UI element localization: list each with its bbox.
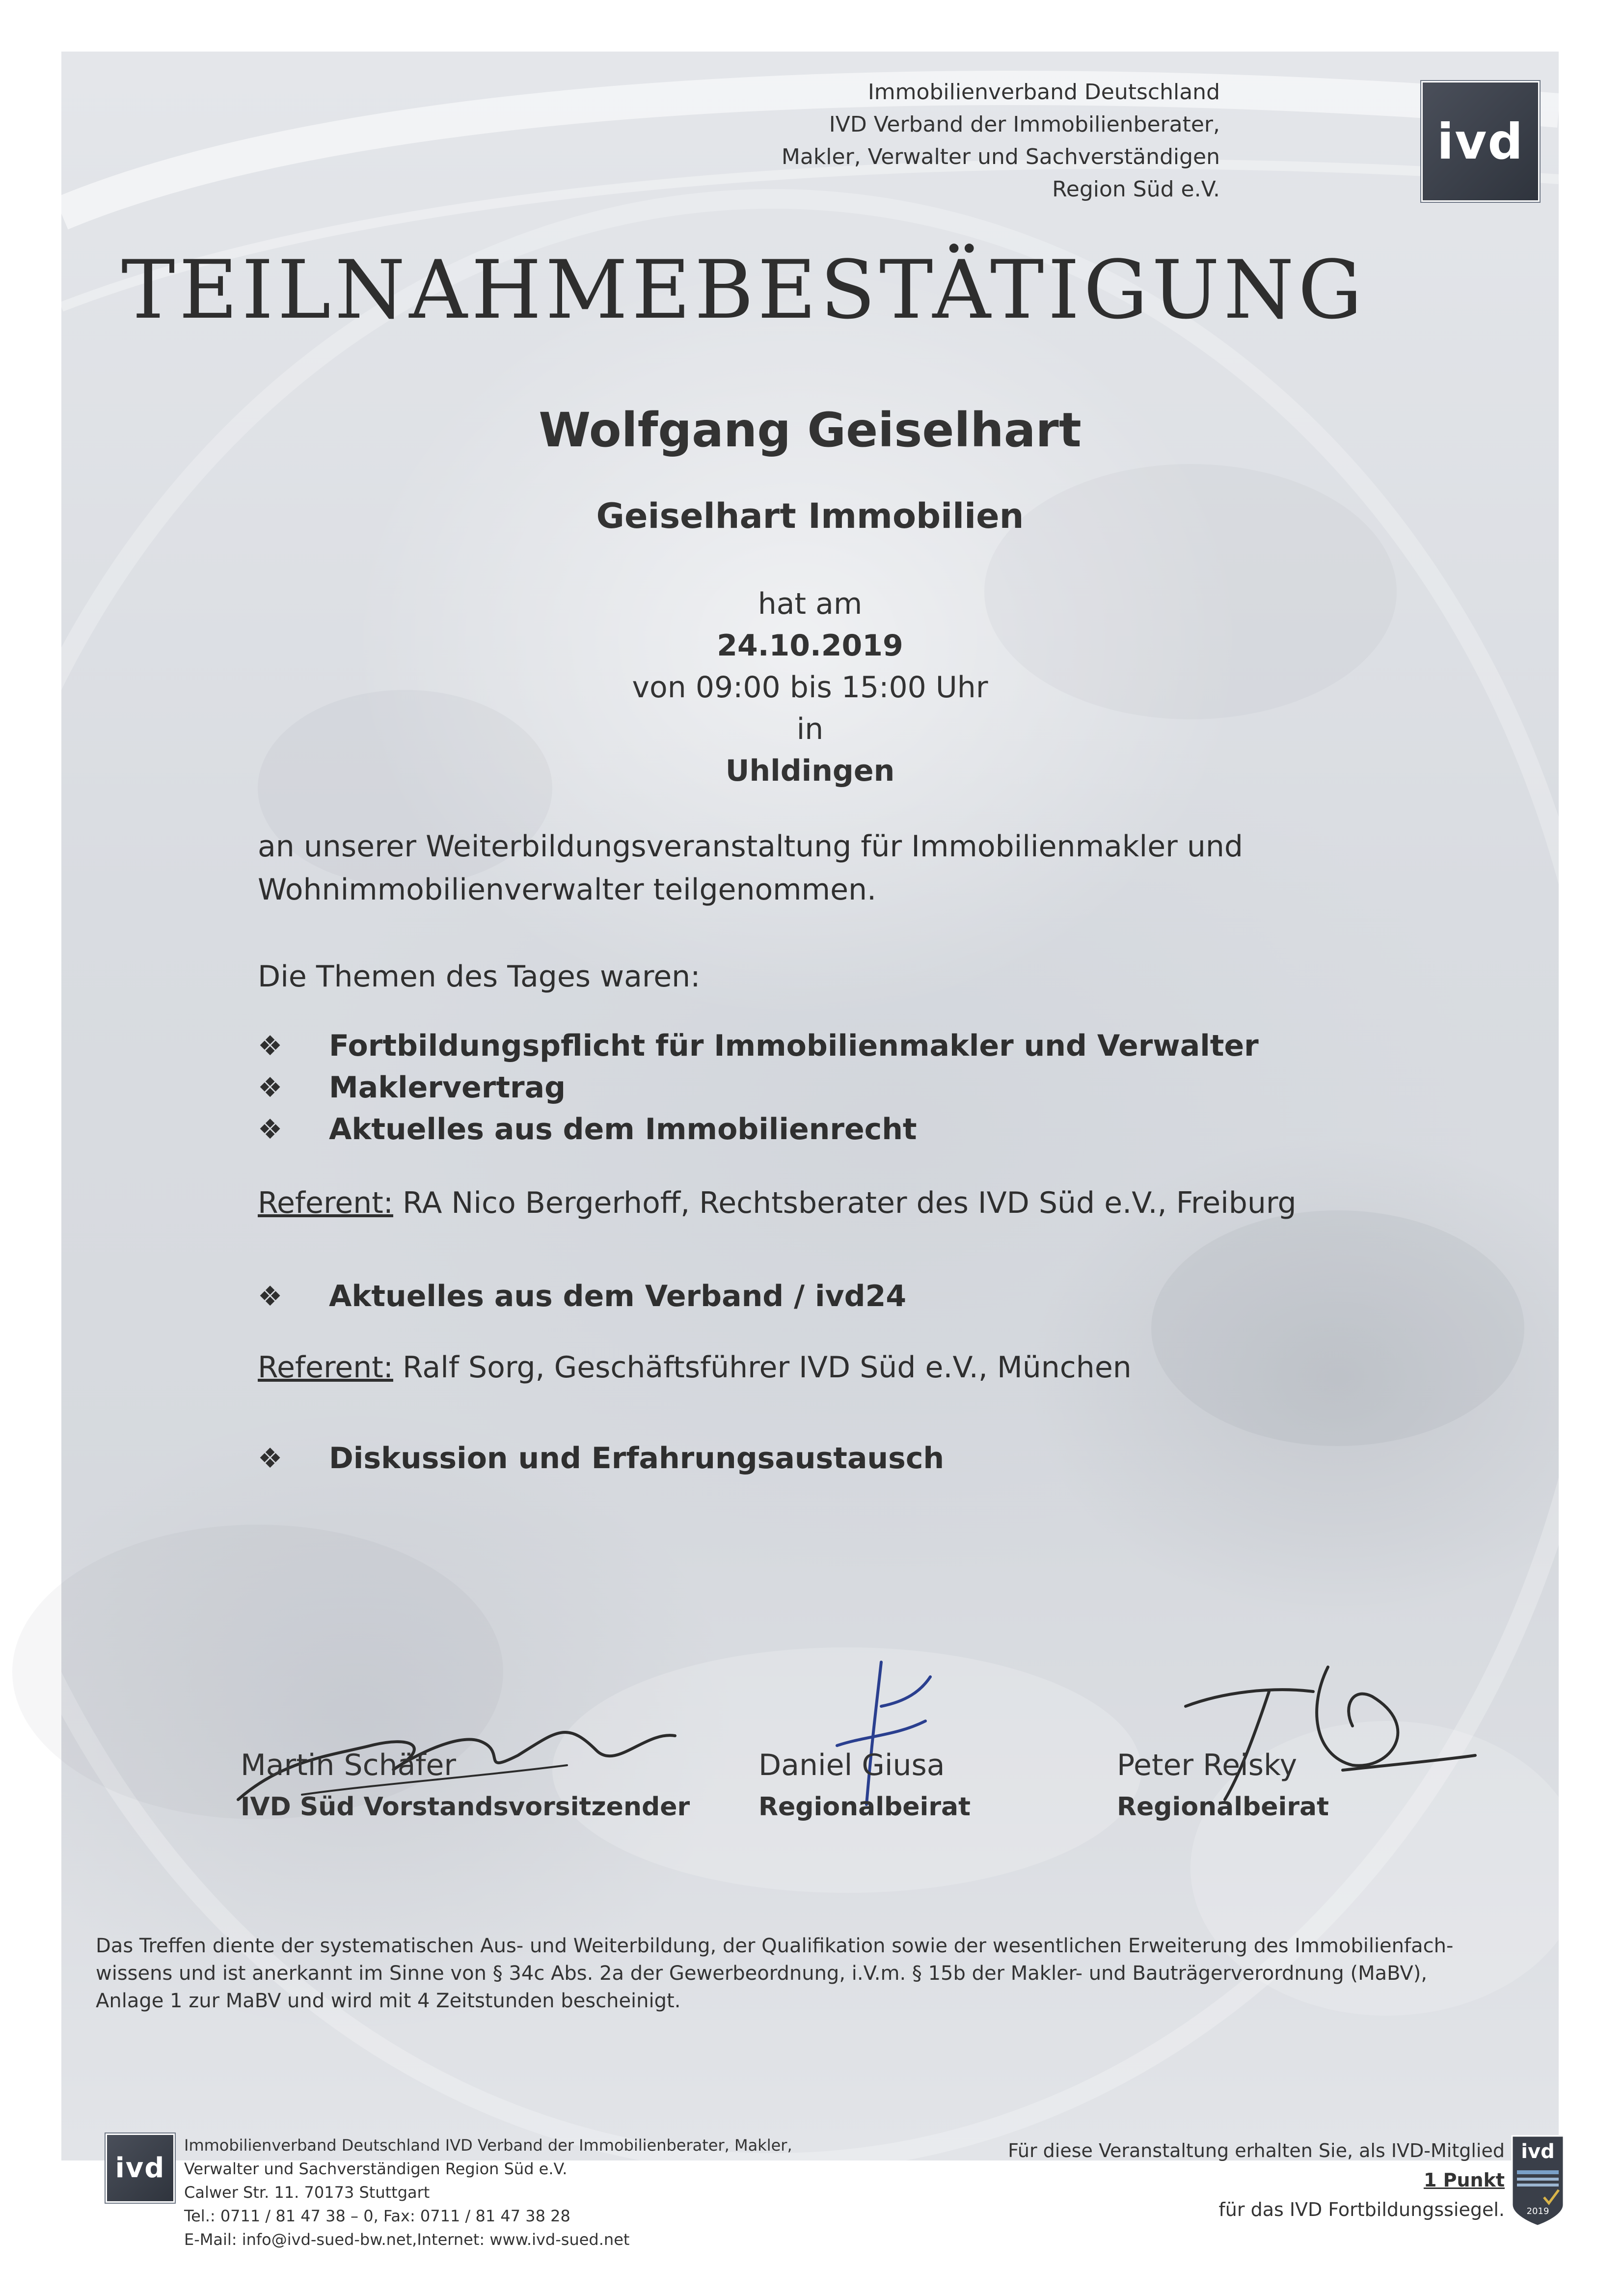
- topic-item: [258, 1112, 1485, 1147]
- address-line: Tel.: 0711 / 81 47 38 – 0, Fax: 0711 / 81 47 38 28: [184, 2207, 570, 2225]
- address-line: E-Mail: info@ivd-sued-bw.net,Internet: www.ivd-sued.net: [184, 2230, 630, 2249]
- footnote-line: Das Treffen diente der systematischen Aus- und Weiterbildung, der Qualifikation sowie der wesentlichen Erweiterung des Immobilienfach-: [96, 1935, 1454, 1957]
- topic-item: [258, 1441, 1485, 1476]
- footnote-line: wissens und ist anerkannt im Sinne von § 34c Abs. 2a der Gewerbeordnung, i.V.m. § 15b der Makler- und Bauträgerverordnung (MaBV),: [96, 1962, 1428, 1985]
- topic-label: Diskussion und Erfahrungsaustausch: [329, 1441, 945, 1476]
- event-location: Uhldingen: [725, 754, 895, 788]
- org-line: IVD Verband der Immobilienberater,: [829, 112, 1220, 137]
- topic-label: Maklervertrag: [329, 1070, 566, 1105]
- topics-heading: Die Themen des Tages waren:: [258, 959, 701, 994]
- topic-item: [258, 1070, 1485, 1105]
- organization-header: [533, 76, 1220, 206]
- footer-address: [184, 2133, 920, 2251]
- topic-item: [258, 1279, 1485, 1313]
- cpd-line: für das IVD Fortbildungssiegel.: [1218, 2199, 1505, 2220]
- seal-text: ivd: [1521, 2140, 1555, 2163]
- referent-label: Referent:: [258, 1186, 393, 1220]
- org-line: Makler, Verwalter und Sachverständigen: [781, 144, 1220, 169]
- signature-daniel-giusa: [808, 1647, 965, 1814]
- referent-text: RA Nico Bergerhoff, Rechtsberater des IVD Süd e.V., Freiburg: [393, 1186, 1297, 1220]
- training-seal-icon: [1510, 2133, 1566, 2227]
- address-line: Immobilienverband Deutschland IVD Verband der Immobilienberater, Makler,: [184, 2136, 792, 2155]
- org-line: Region Süd e.V.: [1052, 177, 1220, 202]
- signatory-role: IVD Süd Vorstandsvorsitzender: [241, 1792, 690, 1822]
- signatory-name: Daniel Giusa: [758, 1748, 945, 1782]
- address-line: Calwer Str. 11. 70173 Stuttgart: [184, 2183, 430, 2202]
- event-date: 24.10.2019: [717, 629, 903, 663]
- description-line: Wohnimmobilienverwalter teilgenommen.: [258, 873, 877, 907]
- cpd-points-info: [896, 2136, 1505, 2224]
- referent-text: Ralf Sorg, Geschäftsführer IVD Süd e.V., München: [393, 1350, 1132, 1385]
- logo-text: ivd: [115, 2152, 165, 2184]
- diamond-bullet-icon: ❖: [258, 1071, 283, 1104]
- company-name: Geiselhart Immobilien: [596, 496, 1024, 536]
- referent-2: [258, 1350, 1485, 1385]
- topic-label: Fortbildungspflicht für Immobilienmakler und Verwalter: [329, 1029, 1259, 1063]
- event-description: [258, 825, 1485, 911]
- diamond-bullet-icon: ❖: [258, 1280, 283, 1312]
- legal-footnote: [96, 1932, 1529, 2015]
- intro-text: hat am: [757, 587, 863, 621]
- topic-item: [258, 1029, 1485, 1063]
- background-texture: [61, 52, 1559, 2160]
- signatory-name: Peter Reisky: [1117, 1748, 1298, 1782]
- org-line: Immobilienverband Deutschland: [867, 80, 1220, 105]
- diamond-bullet-icon: ❖: [258, 1442, 283, 1475]
- topic-label: Aktuelles aus dem Verband / ivd24: [329, 1279, 907, 1313]
- footer-ivd-logo: [106, 2133, 175, 2203]
- participant-name: Wolfgang Geiselhart: [539, 403, 1082, 458]
- topic-label: Aktuelles aus dem Immobilienrecht: [329, 1112, 917, 1147]
- cpd-line: Für diese Veranstaltung erhalten Sie, als IVD-Mitglied: [1008, 2140, 1505, 2161]
- logo-text: ivd: [1436, 112, 1524, 170]
- certificate-paper: [61, 52, 1559, 2249]
- diamond-bullet-icon: ❖: [258, 1113, 283, 1146]
- document-title: TEILNAHMEBESTÄTIGUNG: [121, 243, 1366, 337]
- footnote-line: Anlage 1 zur MaBV und wird mit 4 Zeitstunden bescheinigt.: [96, 1990, 681, 2012]
- in-word: in: [796, 712, 824, 746]
- cpd-points: 1 Punkt: [1423, 2169, 1505, 2191]
- event-time: von 09:00 bis 15:00 Uhr: [632, 670, 988, 705]
- signatory-role: Regionalbeirat: [1117, 1792, 1329, 1822]
- ivd-logo: [1421, 81, 1540, 202]
- signatory-name: Martin Schäfer: [241, 1748, 457, 1782]
- diamond-bullet-icon: ❖: [258, 1030, 283, 1062]
- description-line: an unserer Weiterbildungsveranstaltung für Immobilienmakler und: [258, 829, 1244, 864]
- seal-year: 2019: [1526, 2206, 1549, 2216]
- referent-1: [258, 1186, 1485, 1220]
- signatory-role: Regionalbeirat: [758, 1792, 971, 1822]
- address-line: Verwalter und Sachverständigen Region Süd e.V.: [184, 2159, 568, 2178]
- referent-label: Referent:: [258, 1350, 393, 1385]
